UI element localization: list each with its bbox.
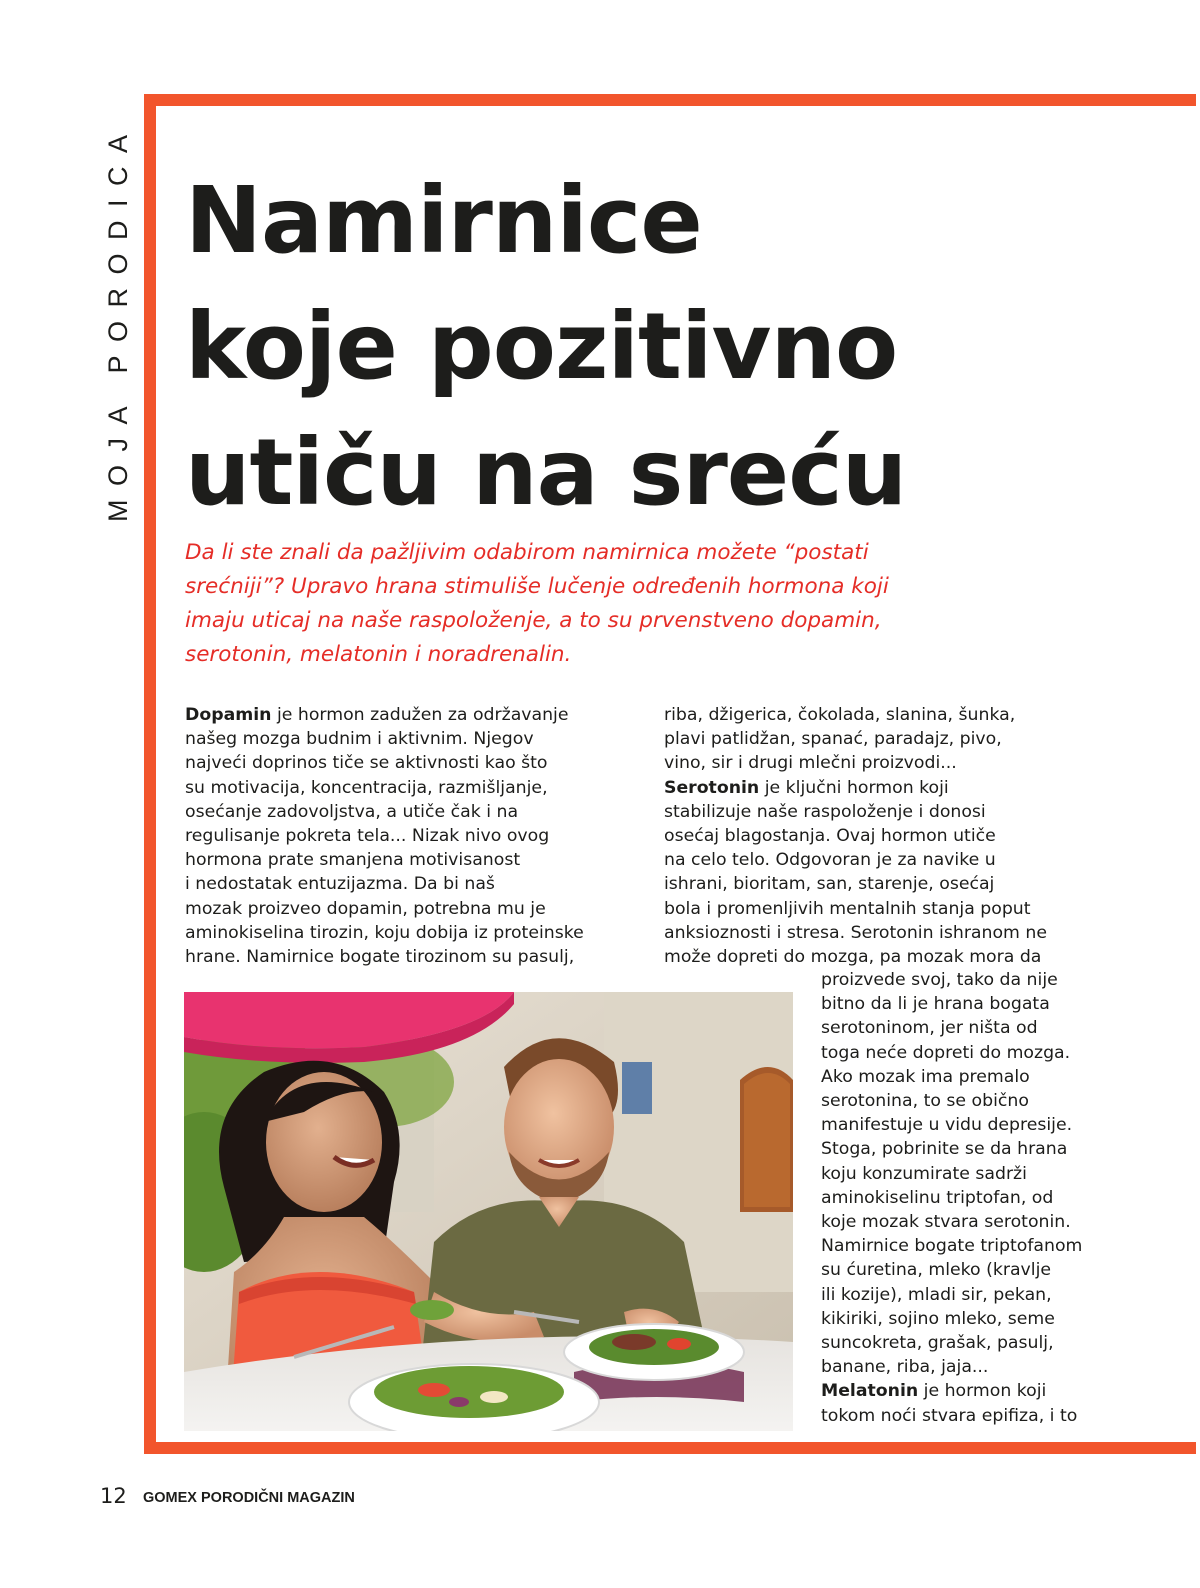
text-line: stabilizuje naše raspoloženje i donosi	[664, 801, 986, 822]
text-line: koju konzumirate sadrži	[821, 1163, 1027, 1184]
text-line: Ako mozak ima premalo	[821, 1066, 1030, 1087]
text-line: osećanje zadovoljstva, a utiče čak i na	[185, 801, 519, 822]
text-line: vino, sir i drugi mlečni proizvodi...	[664, 753, 957, 774]
text-line: aminokiselina tirozin, koju dobija iz proteinske	[185, 922, 584, 943]
text-line: regulisanje pokreta tela... Nizak nivo ovog	[185, 826, 550, 847]
text-fragment: je ključni hormon koji	[759, 777, 949, 798]
magazine-name: GOMEX PORODIČNI MAGAZIN	[143, 1490, 355, 1506]
text-column-1	[185, 703, 645, 969]
text-line: manifestuje u vidu depresije.	[821, 1115, 1073, 1136]
lead-line: imaju uticaj na naše raspoloženje, a to su prvenstveno dopamin,	[185, 608, 882, 633]
text-line	[185, 703, 645, 727]
couple-dining-photo	[184, 992, 793, 1431]
text-line: banane, riba, jaja...	[821, 1357, 989, 1378]
text-line: kikiriki, sojino mleko, seme	[821, 1308, 1055, 1329]
text-fragment: je hormon zadužen za održavanje	[271, 705, 569, 725]
term-serotonin: Serotonin	[664, 777, 760, 798]
text-line: našeg mozga budnim i aktivnim. Njegov	[185, 729, 534, 750]
title-line: utiču na sreću	[185, 419, 907, 526]
text-line	[821, 1379, 1121, 1403]
text-line: serotoninom, jer ništa od	[821, 1018, 1038, 1039]
lead-line: srećniji”? Upravo hrana stimuliše lučenje određenih hormona koji	[185, 574, 889, 599]
text-line: aminokiselinu triptofan, od	[821, 1187, 1054, 1208]
text-line: serotonina, to se obično	[821, 1091, 1029, 1112]
lead-line: Da li ste znali da pažljivim odabirom namirnica možete “postati	[185, 540, 869, 565]
title-line: koje pozitivno	[185, 293, 898, 400]
text-line	[664, 776, 1104, 800]
text-line: najveći doprinos tiče se aktivnosti kao što	[185, 753, 548, 774]
text-line: proizvede svoj, tako da nije	[821, 970, 1058, 990]
lead-line: serotonin, melatonin i noradrenalin.	[185, 642, 572, 667]
title-line: Namirnice	[185, 167, 702, 274]
text-column-3	[821, 968, 1121, 1428]
text-line: su ćuretina, mleko (kravlje	[821, 1260, 1051, 1281]
text-line: može dopreti do mozga, pa mozak mora da	[664, 947, 1042, 968]
text-line: ishrani, bioritam, san, starenje, osećaj	[664, 874, 995, 895]
text-line: na celo telo. Odgovoran je za navike u	[664, 850, 996, 871]
term-dopamin: Dopamin	[185, 705, 272, 725]
term-melatonin: Melatonin	[821, 1381, 919, 1402]
text-line: i nedostatak entuzijazma. Da bi naš	[185, 874, 495, 895]
text-line: anksioznosti i stresa. Serotonin ishranom ne	[664, 922, 1047, 943]
text-line: bitno da li je hrana bogata	[821, 994, 1050, 1015]
text-line: riba, džigerica, čokolada, slanina, šunka,	[664, 705, 1016, 725]
page-number: 12	[100, 1484, 127, 1508]
text-line: Namirnice bogate triptofanom	[821, 1236, 1083, 1257]
text-line: plavi patlidžan, spanać, paradajz, pivo,	[664, 729, 1002, 750]
text-column-2	[664, 703, 1104, 969]
text-line: ili kozije), mladi sir, pekan,	[821, 1284, 1052, 1305]
text-line: toga neće dopreti do mozga.	[821, 1042, 1071, 1063]
text-line: suncokreta, grašak, pasulj,	[821, 1333, 1054, 1354]
text-fragment: je hormon koji	[918, 1381, 1047, 1402]
text-line: mozak proizveo dopamin, potrebna mu je	[185, 898, 546, 919]
text-line: koje mozak stvara serotonin.	[821, 1212, 1071, 1233]
text-line: bola i promenljivih mentalnih stanja poput	[664, 898, 1031, 919]
text-line: su motivacija, koncentracija, razmišljanje,	[185, 777, 548, 798]
text-line: tokom noći stvara epifiza, i to	[821, 1405, 1078, 1426]
section-label: MOJA PORODICA	[103, 121, 133, 522]
article-title	[185, 158, 1185, 536]
text-line: hormona prate smanjena motivisanost	[185, 850, 521, 871]
text-line: Stoga, pobrinite se da hrana	[821, 1139, 1068, 1160]
text-line: hrane. Namirnice bogate tirozinom su pasulj,	[185, 947, 575, 968]
article-lead	[185, 536, 965, 672]
text-line: osećaj blagostanja. Ovaj hormon utiče	[664, 826, 996, 847]
